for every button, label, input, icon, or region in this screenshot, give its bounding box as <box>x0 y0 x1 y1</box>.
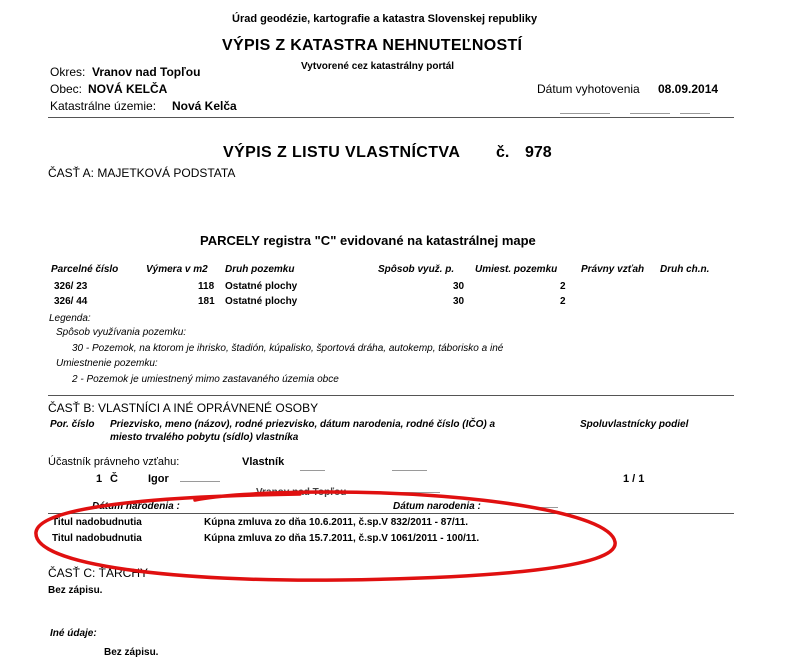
parcel-location: 2 <box>560 296 566 307</box>
part-c-heading: ČASŤ C: ŤARCHY <box>48 566 149 580</box>
parcel-usage: 30 <box>453 296 465 307</box>
part-b-heading: ČASŤ B: VLASTNÍCI A INÉ OPRÁVNENÉ OSOBY <box>48 401 319 415</box>
other-data-label: Iné údaje: <box>50 628 97 639</box>
parcel-area: 118 <box>198 281 215 292</box>
okres-label: Okres: <box>50 65 86 79</box>
parcel-number: 326/ 44 <box>54 296 88 307</box>
participant-value: Vlastník <box>242 456 285 468</box>
col-usage: Spôsob využ. p. <box>378 264 455 275</box>
owner-name: Igor <box>148 473 169 485</box>
document-subtitle: Vytvorené cez katastrálny portál <box>301 61 455 72</box>
lv-number: 978 <box>525 144 552 161</box>
col-area: Výmera v m2 <box>146 264 208 275</box>
legend-location-item: 2 - Pozemok je umiestnený mimo zastavaného územia obce <box>72 374 339 385</box>
owner-address: Vranov nad Topľou <box>256 487 347 498</box>
legend-usage-item: 30 - Pozemok, na ktorom je ihrisko, štadión, kúpalisko, športová dráha, autokemp, táborisko a iné <box>72 343 504 354</box>
part-a-heading: ČASŤ A: MAJETKOVÁ PODSTATA <box>48 166 236 180</box>
acquisition-title-label: Titul nadobudnutia <box>52 517 142 528</box>
lv-number-prefix: č. <box>496 144 510 161</box>
acquisition-title-value: Kúpna zmluva zo dňa 15.7.2011, č.sp.V 1061/2011 - 100/11. <box>204 533 480 544</box>
col-names-line1: Priezvisko, meno (názov), rodné priezvisko, dátum narodenia, rodné číslo (IČO) a <box>110 419 496 430</box>
participant-label: Účastník právneho vzťahu: <box>48 456 180 468</box>
col-location: Umiest. pozemku <box>475 264 558 275</box>
other-data-value: Bez zápisu. <box>104 647 159 658</box>
col-share: Spoluvlastnícky podiel <box>580 419 689 430</box>
ku-label: Katastrálne územie: <box>50 99 157 113</box>
owner-prefix: Č <box>110 473 118 485</box>
birth-date-label: Dátum narodenia : <box>393 501 481 512</box>
obec-label: Obec: <box>50 82 83 96</box>
col-names-line2: miesto trvalého pobytu (sídlo) vlastníka <box>110 432 299 443</box>
parcel-usage: 30 <box>453 281 465 292</box>
date-label: Dátum vyhotovenia <box>537 82 640 96</box>
parcel-type: Ostatné plochy <box>225 281 298 292</box>
legend-usage-label: Spôsob využívania pozemku: <box>56 327 187 338</box>
legend-label: Legenda: <box>49 313 91 324</box>
parcel-type: Ostatné plochy <box>225 296 298 307</box>
annotation-ellipse-stroke <box>36 492 615 580</box>
owner-order: 1 <box>96 473 103 485</box>
lv-title: VÝPIS Z LISTU VLASTNÍCTVA <box>223 144 461 161</box>
col-legal-relation: Právny vzťah <box>581 264 645 275</box>
parcel-location: 2 <box>560 281 566 292</box>
legend-location-label: Umiestnenie pozemku: <box>56 358 158 369</box>
owner-share: 1 / 1 <box>623 473 645 485</box>
part-c-value: Bez zápisu. <box>48 585 103 596</box>
parcel-area: 181 <box>198 296 215 307</box>
obec-value: NOVÁ KELČA <box>88 82 168 96</box>
date-value: 08.09.2014 <box>658 82 719 96</box>
acquisition-title-label: Titul nadobudnutia <box>52 533 142 544</box>
col-ch-n: Druh ch.n. <box>660 264 710 275</box>
col-parcel-number: Parcelné číslo <box>51 264 119 275</box>
parcels-title: PARCELY registra "C" evidované na katastrálnej mape <box>200 233 536 248</box>
acquisition-title-value: Kúpna zmluva zo dňa 10.6.2011, č.sp.V 832/2011 - 87/11. <box>204 517 469 528</box>
ku-value: Nová Kelča <box>172 99 237 113</box>
birth-date-label: Dátum narodenia : <box>92 501 180 512</box>
col-land-type: Druh pozemku <box>225 264 295 275</box>
okres-value: Vranov nad Topľou <box>92 65 201 79</box>
parcel-number: 326/ 23 <box>54 281 88 292</box>
col-order: Por. číslo <box>50 419 95 430</box>
authority-name: Úrad geodézie, kartografie a katastra Slovenskej republiky <box>232 13 538 25</box>
document-title: VÝPIS Z KATASTRA NEHNUTEĽNOSTÍ <box>222 37 523 54</box>
